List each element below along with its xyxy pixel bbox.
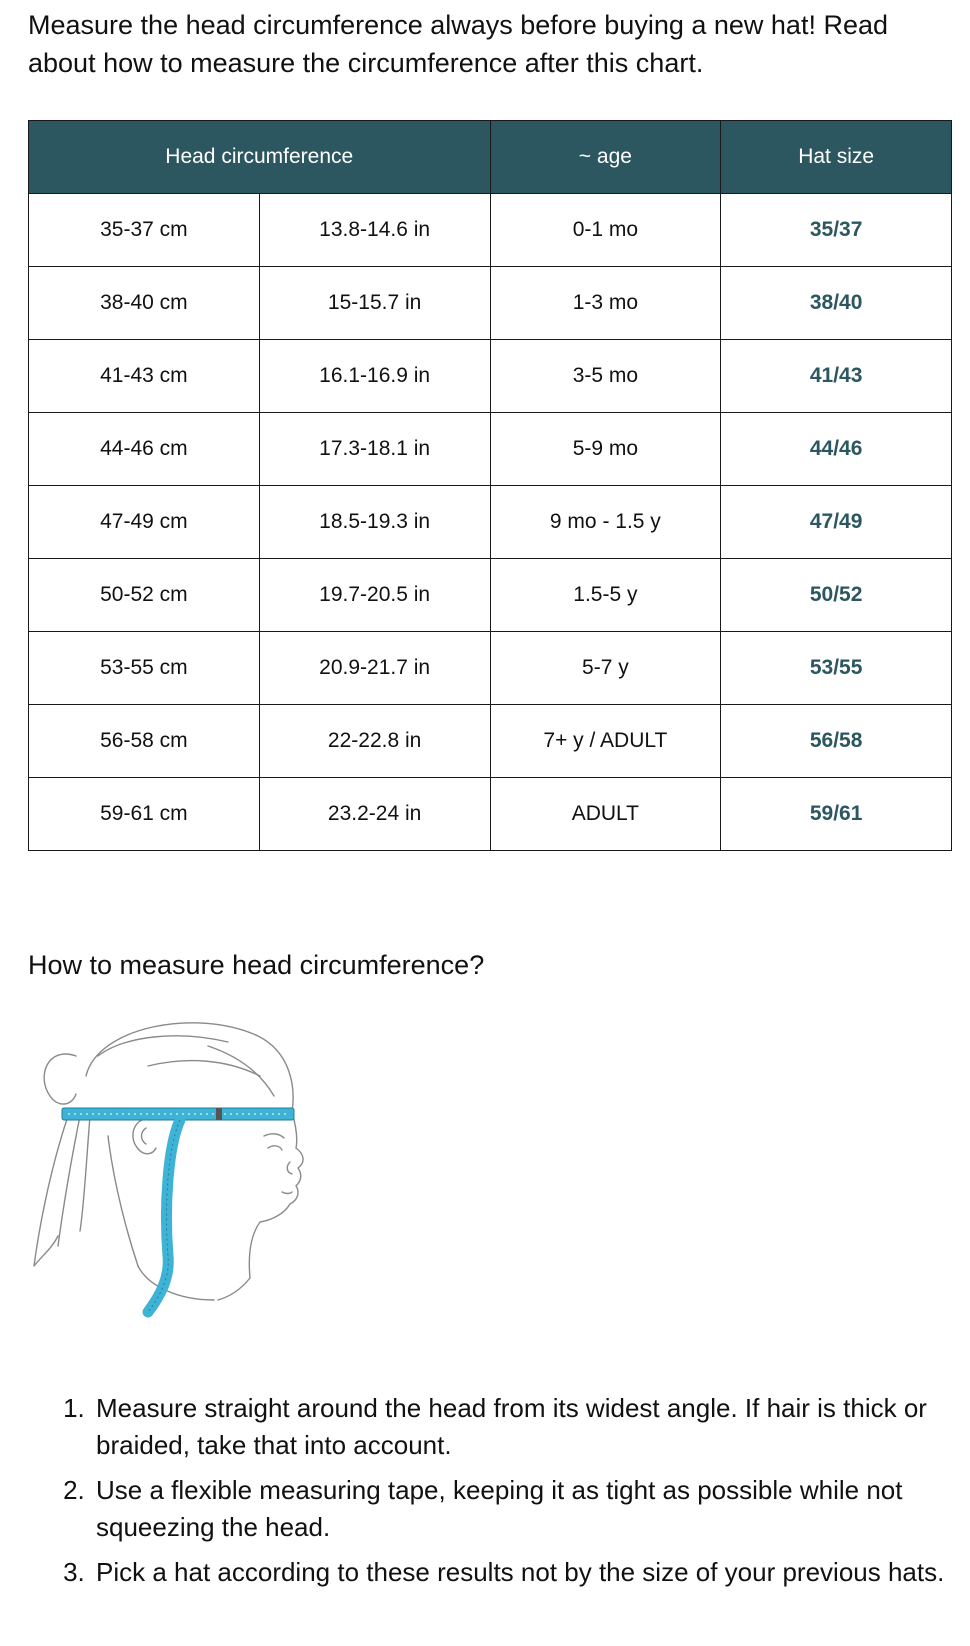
header-age: ~ age	[490, 121, 721, 194]
measurement-steps-list	[48, 1390, 970, 1599]
intro-text: Measure the head circumference always before buying a new hat! Read about how to measure the circumference after this chart.	[28, 10, 888, 78]
list-item: 1. Measure straight around the head from its widest angle. If hair is thick or braided, take that into account.	[92, 1390, 970, 1464]
table-row	[29, 340, 952, 413]
cell-age: 1.5-5 y	[490, 559, 721, 632]
cell-inch: 16.1-16.9 in	[259, 340, 490, 413]
list-item: 3. Pick a hat according to these results not by the size of your previous hats.	[92, 1554, 970, 1591]
cell-hat-size: 56/58	[721, 705, 952, 778]
size-chart-table	[28, 120, 952, 851]
table-row	[29, 267, 952, 340]
cell-cm: 44-46 cm	[29, 413, 260, 486]
cell-age: 1-3 mo	[490, 267, 721, 340]
howto-heading: How to measure head circumference?	[28, 950, 485, 980]
cell-cm: 38-40 cm	[29, 267, 260, 340]
cell-cm: 50-52 cm	[29, 559, 260, 632]
table-header-row	[29, 121, 952, 194]
table-row	[29, 413, 952, 486]
cell-inch: 23.2-24 in	[259, 778, 490, 851]
cell-age: 7+ y / ADULT	[490, 705, 721, 778]
cell-cm: 35-37 cm	[29, 194, 260, 267]
header-head-circumference: Head circumference	[29, 121, 491, 194]
cell-hat-size: 41/43	[721, 340, 952, 413]
cell-cm: 53-55 cm	[29, 632, 260, 705]
cell-inch: 22-22.8 in	[259, 705, 490, 778]
cell-inch: 18.5-19.3 in	[259, 486, 490, 559]
cell-age: 9 mo - 1.5 y	[490, 486, 721, 559]
cell-inch: 20.9-21.7 in	[259, 632, 490, 705]
cell-hat-size: 38/40	[721, 267, 952, 340]
measuring-tape-icon	[62, 1108, 294, 1312]
cell-cm: 41-43 cm	[29, 340, 260, 413]
cell-hat-size: 47/49	[721, 486, 952, 559]
cell-hat-size: 44/46	[721, 413, 952, 486]
cell-hat-size: 35/37	[721, 194, 952, 267]
table-row	[29, 705, 952, 778]
cell-cm: 47-49 cm	[29, 486, 260, 559]
cell-cm: 59-61 cm	[29, 778, 260, 851]
cell-inch: 19.7-20.5 in	[259, 559, 490, 632]
cell-inch: 17.3-18.1 in	[259, 413, 490, 486]
cell-cm: 56-58 cm	[29, 705, 260, 778]
cell-age: 3-5 mo	[490, 340, 721, 413]
cell-hat-size: 53/55	[721, 632, 952, 705]
header-hat-size: Hat size	[721, 121, 952, 194]
table-row	[29, 559, 952, 632]
cell-age: ADULT	[490, 778, 721, 851]
cell-inch: 13.8-14.6 in	[259, 194, 490, 267]
list-item: 2. Use a flexible measuring tape, keeping it as tight as possible while not squeezing the head.	[92, 1472, 970, 1546]
table-row	[29, 194, 952, 267]
table-row	[29, 632, 952, 705]
cell-age: 5-9 mo	[490, 413, 721, 486]
cell-age: 0-1 mo	[490, 194, 721, 267]
cell-hat-size: 50/52	[721, 559, 952, 632]
head-measurement-illustration	[28, 1016, 328, 1336]
cell-age: 5-7 y	[490, 632, 721, 705]
table-row	[29, 486, 952, 559]
cell-hat-size: 59/61	[721, 778, 952, 851]
cell-inch: 15-15.7 in	[259, 267, 490, 340]
table-row	[29, 778, 952, 851]
